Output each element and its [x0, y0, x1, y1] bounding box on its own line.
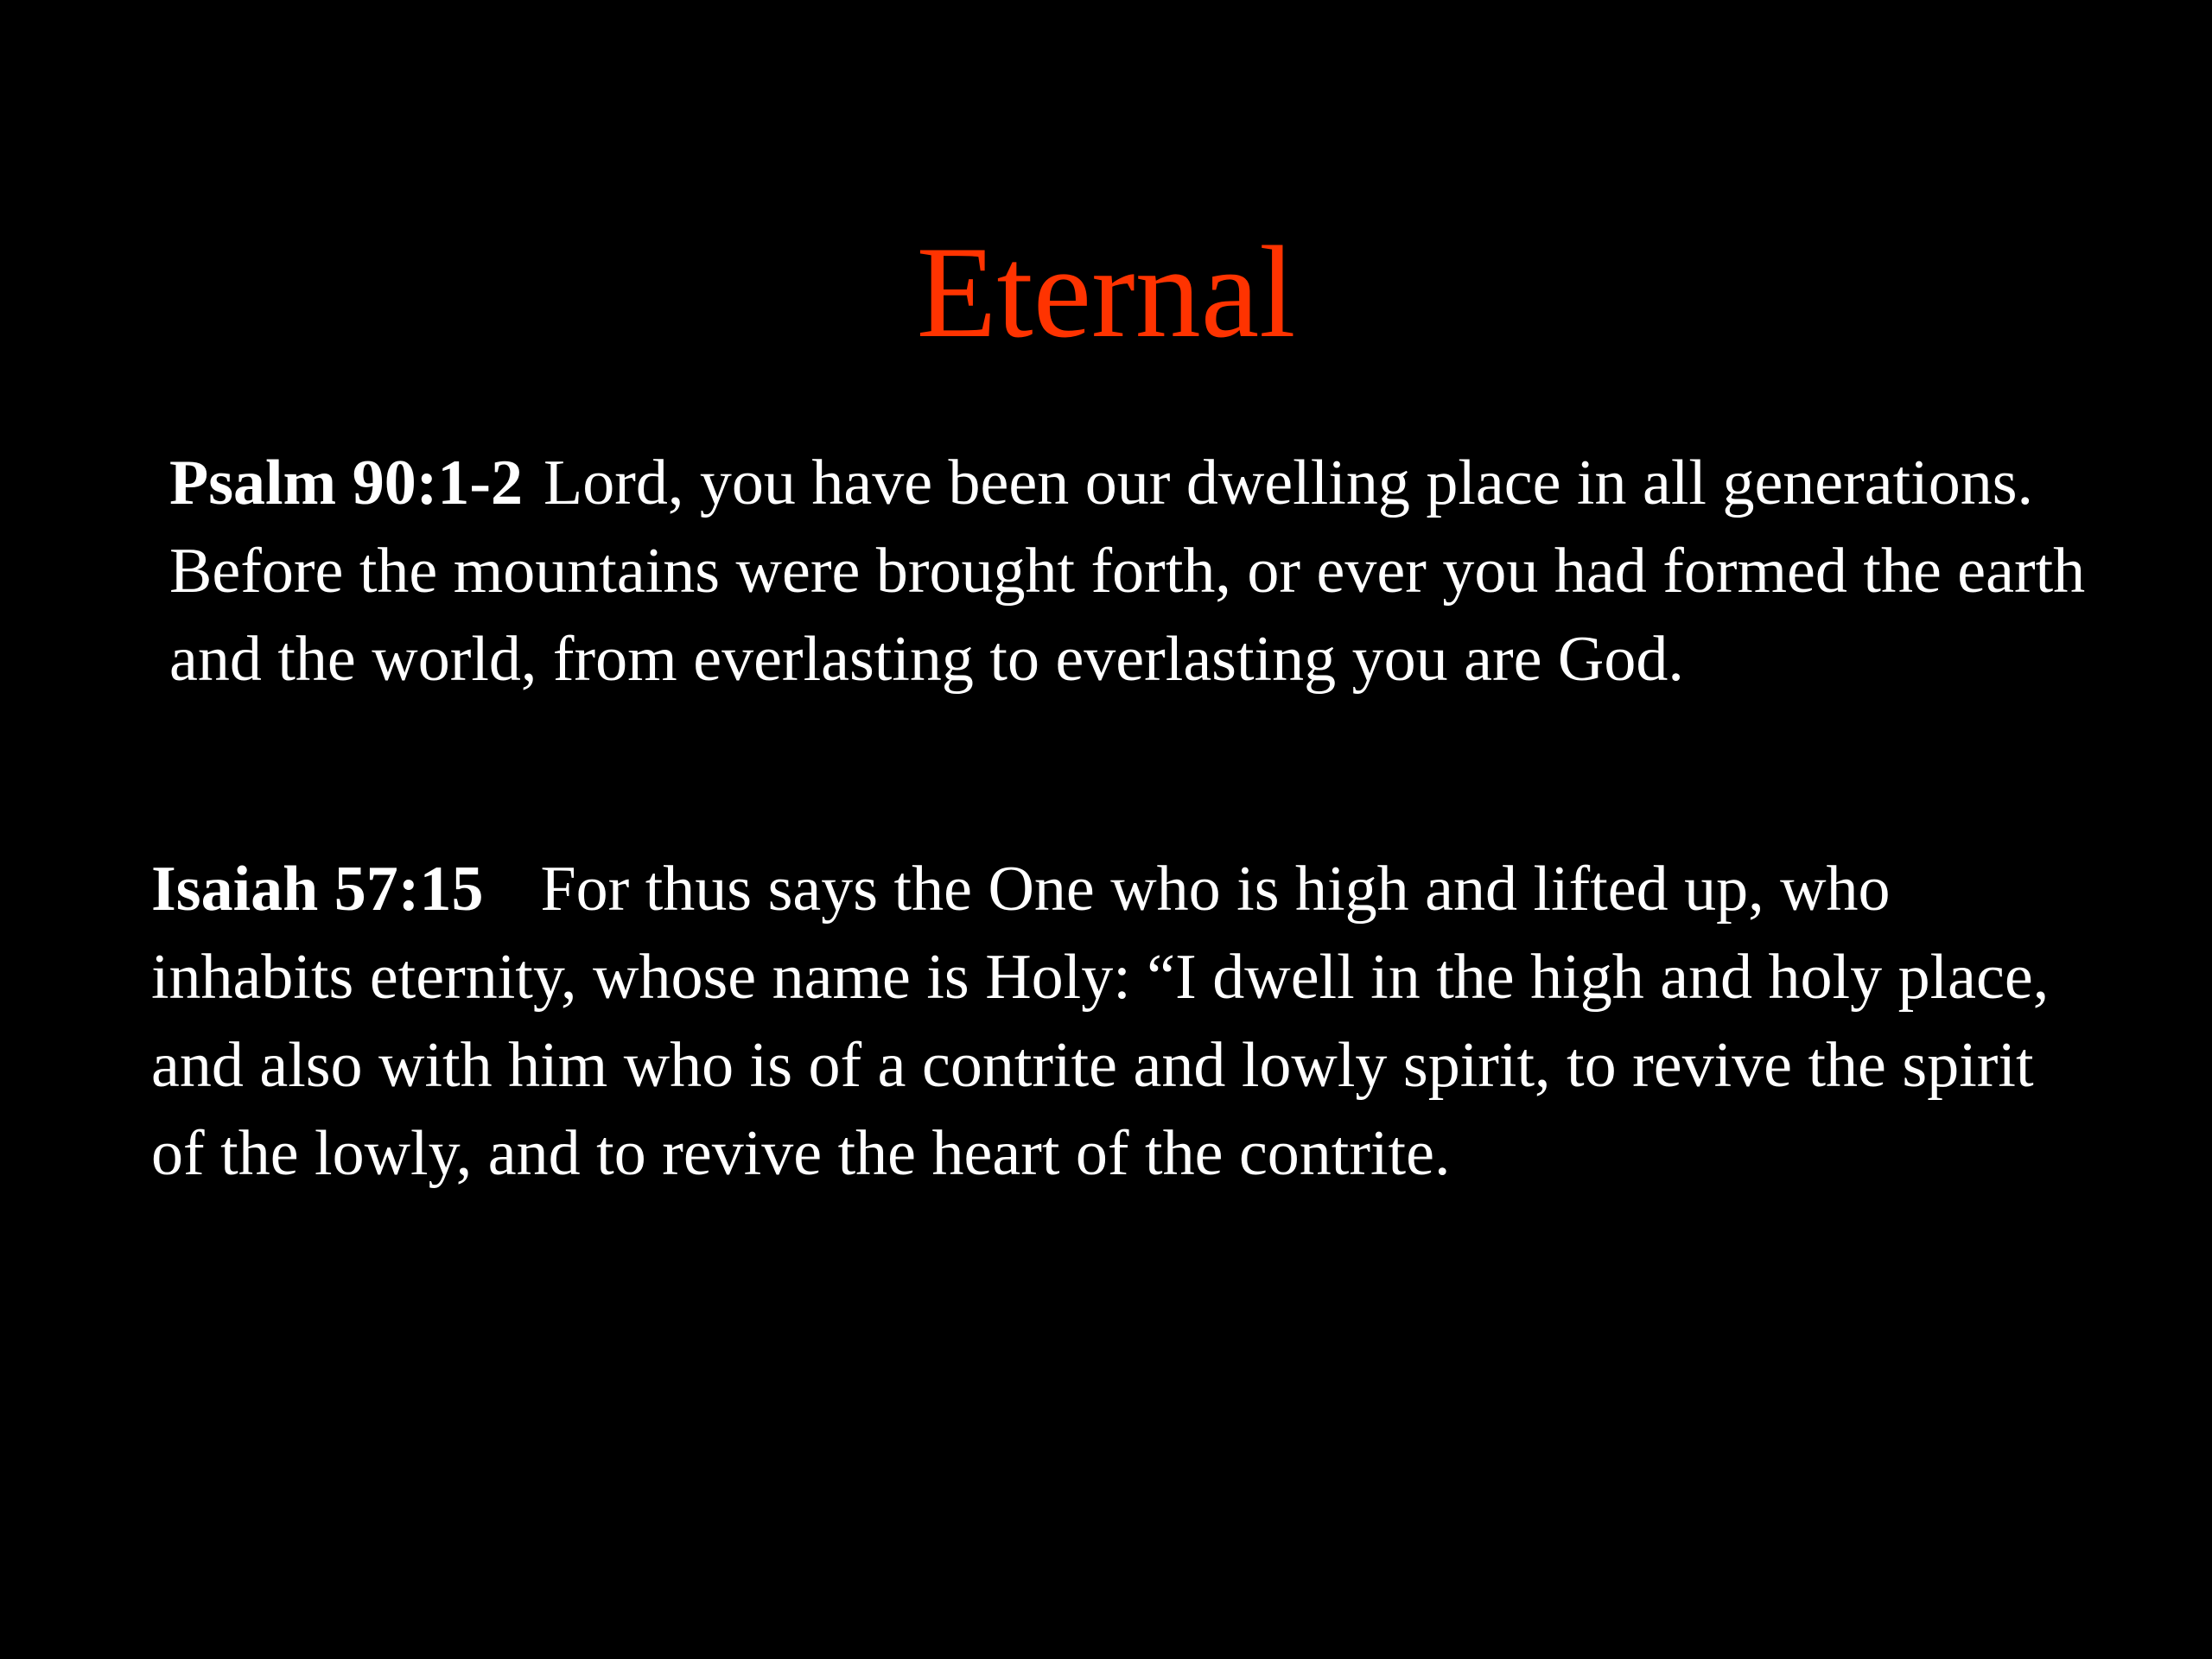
passage-text: For thus says the One who is high and lifted up, who inhabits eternity, whose name is Holy: “I dwell in the high and holy place, and also with him who is of a contrite and lowly spirit, to revive the spirit of the lowly, and to revive the heart of the contrite. — [151, 854, 2050, 1189]
passage-isaiah — [151, 845, 2065, 1198]
passage-reference: Psalm 90:1-2 — [169, 448, 523, 518]
passage-psalm — [169, 439, 2096, 703]
passage-reference: Isaiah 57:15 — [151, 854, 484, 925]
slide-title: Eternal — [916, 219, 1296, 365]
passage-text: Lord, you have been our dwelling place in all generations. Before the mountains were brought forth, or ever you had formed the earth and the world, from everlasting to everlasting you are God. — [169, 448, 2086, 695]
